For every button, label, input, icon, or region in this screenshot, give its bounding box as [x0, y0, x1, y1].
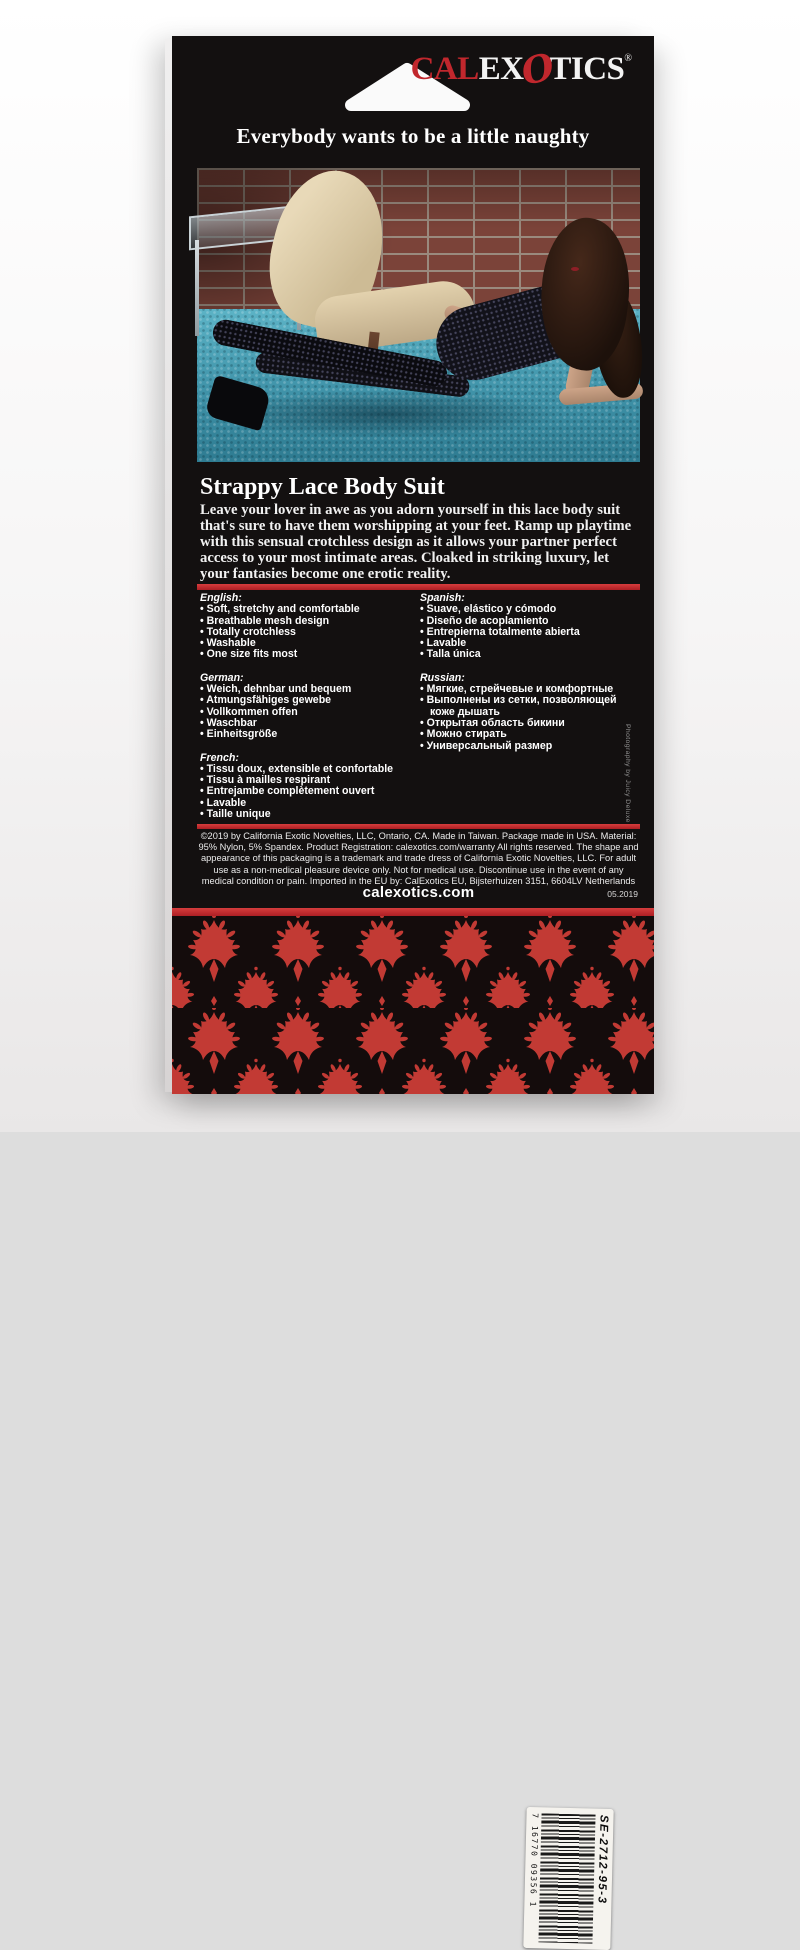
feature-block-russian	[420, 673, 638, 752]
photography-credit: Photography by Juicy Deluxe	[624, 724, 631, 823]
feature-item: • Мягкие, стрейчевые и комфортные	[420, 684, 638, 695]
product-photo	[197, 168, 640, 462]
feature-block-spanish	[420, 593, 638, 661]
language-label: French:	[200, 751, 239, 764]
sku-code: SE-2712-95-3	[595, 1814, 610, 1905]
feature-item: • Totally crotchless	[200, 627, 418, 638]
feature-item: • Можно стирать	[420, 729, 638, 740]
feature-item: • Breathable mesh design	[200, 616, 418, 627]
brand-logo	[172, 44, 632, 94]
feature-column-right	[420, 593, 638, 764]
package-side-edge	[165, 39, 172, 1092]
product-description: Leave your lover in awe as you adorn yourself in this lace body suit that's sure to have them worshipping at your feet. Ramp up playtime with this sensual crotchless design as it allows your partner perfect access to your most intimate areas. Cloaked in striking luxury, let your fantasies become one erotic reality.	[200, 502, 632, 582]
damask-pattern	[172, 916, 654, 1094]
table-leg	[195, 240, 199, 336]
feature-item: • Lavable	[420, 638, 638, 649]
feature-block-german	[200, 673, 418, 741]
language-label: Spanish:	[420, 592, 465, 604]
feature-block-french	[200, 753, 418, 821]
feature-item: • Washable	[200, 638, 418, 649]
red-divider	[172, 908, 654, 916]
barcode-label	[523, 1807, 613, 1950]
barcode-bars	[538, 1813, 595, 1943]
feature-item: • Открытая область бикини	[420, 718, 638, 729]
legal-fine-print: ©2019 by California Exotic Novelties, LLC, Ontario, CA. Made in Taiwan. Package made in USA. Material: 95% Nylon, 5% Spandex. Product Registration: calexotics.com/warranty All rights reserved. The shape and appearance of this packaging is a trademark and trade dress of California Exotic Novelties, LLC. For adult use as a non-medical pleasure device only. Not for medical use. Discontinue use in the event of any medical condition or pain. Imported in the EU by: CalExotics EU, Bijsterhuizen 3151, 6604LV Netherlands	[198, 831, 639, 886]
upc-digits: 7 16770 09356 1	[528, 1813, 540, 1908]
date-code: 05.2019	[607, 889, 638, 899]
logo-script-o: O	[517, 44, 558, 94]
feature-item: • Atmungsfähiges gewebe	[200, 695, 418, 706]
feature-item: • One size fits most	[200, 649, 418, 660]
feature-item: • Einheitsgröße	[200, 729, 418, 740]
red-divider	[197, 584, 640, 590]
feature-item: • Talla única	[420, 649, 638, 660]
feature-column-left	[200, 593, 418, 832]
package-back-panel	[172, 36, 654, 1908]
feature-item: • Entrejambe complètement ouvert	[200, 786, 418, 797]
product-title: Strappy Lace Body Suit	[200, 474, 445, 500]
damask-pattern-band	[172, 916, 654, 1908]
website-url: calexotics.com	[362, 884, 475, 901]
red-divider	[197, 824, 640, 829]
model-lips	[571, 267, 579, 271]
language-label: English:	[200, 592, 242, 604]
logo-tics: TICS	[549, 51, 625, 87]
registered-mark: ®	[624, 53, 632, 64]
feature-item: • Entrepierna totalmente abierta	[420, 627, 638, 638]
feature-item: • Suave, elástico y cómodo	[420, 604, 638, 615]
feature-item: • Универсальный размер	[420, 741, 638, 752]
feature-block-english	[200, 593, 418, 661]
feature-item: • Diseño de acoplamiento	[420, 616, 638, 627]
feature-item: • Tissu à mailles respirant	[200, 775, 418, 786]
language-label: German:	[200, 671, 244, 684]
language-label: Russian:	[420, 671, 465, 684]
feature-item: • Tissu doux, extensible et confortable	[200, 764, 418, 775]
feature-item: • Lavable	[200, 798, 418, 809]
feature-item: • Vollkommen offen	[200, 707, 418, 718]
feature-item: • Weich, dehnbar und bequem	[200, 684, 418, 695]
tagline: Everybody wants to be a little naughty	[236, 124, 590, 148]
feature-item: • Waschbar	[200, 718, 418, 729]
feature-item: • Taille unique	[200, 809, 418, 820]
logo-cal: CAL	[410, 51, 479, 87]
logo-ex: EX	[478, 51, 524, 87]
feature-item: • Выполнены из сетки, позволяющей коже дышать	[420, 695, 638, 718]
feature-item: • Soft, stretchy and comfortable	[200, 604, 418, 615]
